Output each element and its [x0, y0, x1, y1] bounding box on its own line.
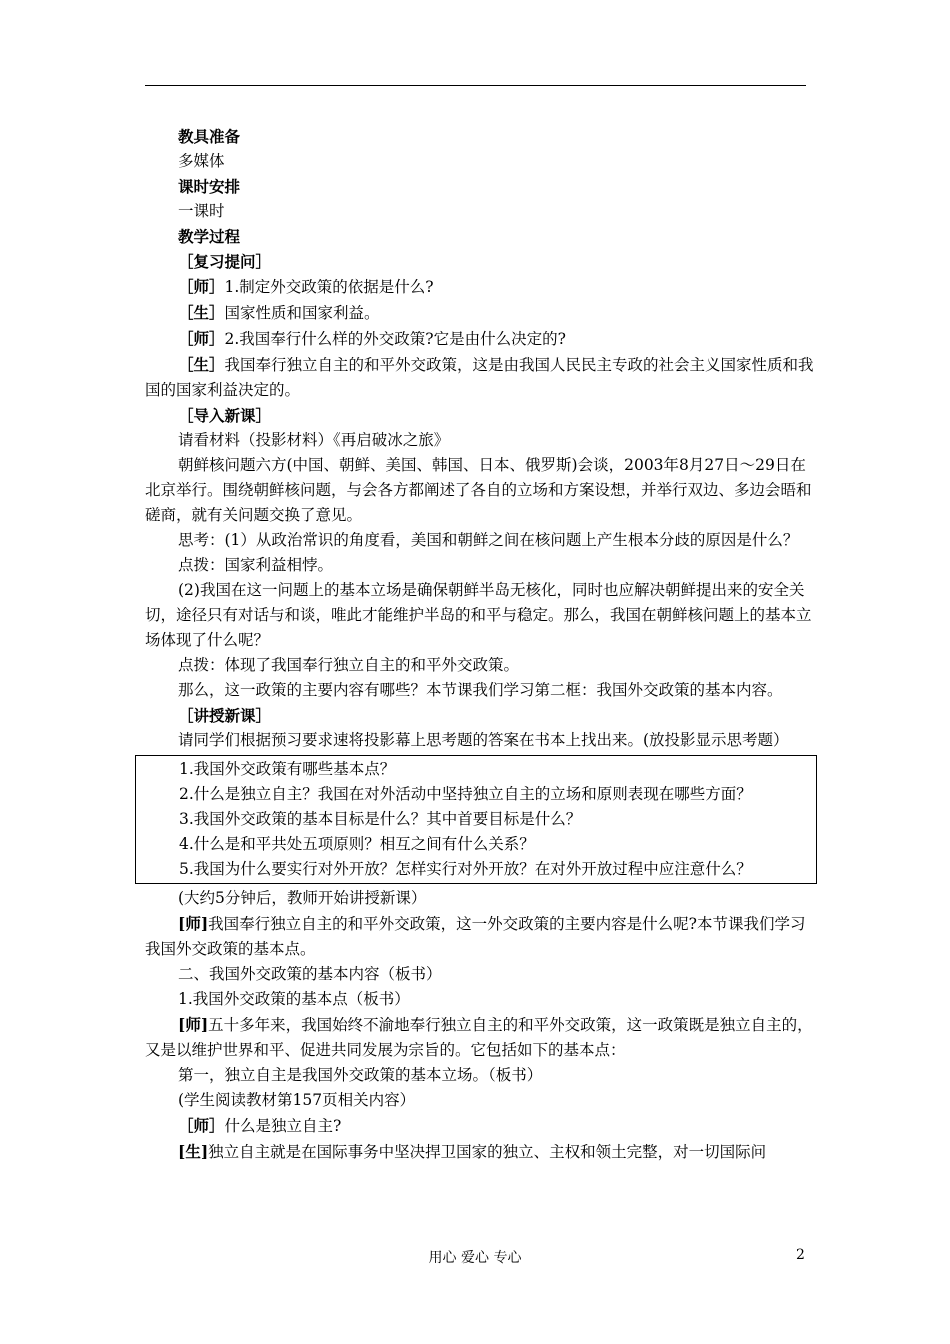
- intro-para1: 朝鲜核问题六方(中国、朝鲜、美国、韩国、日本、俄罗斯)会谈，2003年8月27日～29日在北京举行。围绕朝鲜核问题，与会各方都阐述了各自的立场和方案设想，并举行双边、多边会晤和磋商，就有关问题交换了意见。: [145, 456, 812, 524]
- intro-label: ［导入新课］: [178, 406, 272, 425]
- prep-heading: 教具准备: [178, 127, 241, 146]
- schedule-value: 一课时: [178, 202, 225, 220]
- teacher-statement-2-text: 五十多年来，我国始终不渝地奉行独立自主的和平外交政策，这一政策既是独立自主的，又是以维护世界和平、促进共同发展为宗旨的。它包括如下的基本点：: [145, 1016, 813, 1059]
- teacher-tag: [师]: [178, 1015, 209, 1034]
- review-a1-text: 国家性质和国家利益。: [224, 304, 380, 322]
- subsection-1-heading: 1.我国外交政策的基本点（板书）: [178, 990, 410, 1008]
- question-item: 1.我国外交政策有哪些基本点？: [179, 760, 396, 778]
- student-tag: [生]: [178, 1142, 209, 1161]
- intro-lead: 那么，这一政策的主要内容有哪些？本节课我们学习第二框：我国外交政策的基本内容。: [178, 681, 783, 699]
- student-answer-3: [145, 1139, 817, 1165]
- review-a2: [145, 352, 817, 403]
- teacher-tag: ［师］: [178, 329, 225, 348]
- teacher-question-3-text: 什么是独立自主?: [224, 1117, 342, 1135]
- after-box-note: (大约5分钟后，教师开始讲授新课）: [178, 889, 427, 907]
- question-item: 2.什么是独立自主？我国在对外活动中坚持独立自主的立场和原则表现在哪些方面？: [179, 785, 752, 803]
- teacher-statement-1: [145, 911, 817, 962]
- teacher-tag: [师]: [178, 914, 209, 933]
- teacher-question-3: [145, 1113, 817, 1139]
- teacher-statement-1-text: 我国奉行独立自主的和平外交政策，这一外交政策的主要内容是什么呢?本节课我们学习我国外交政策的基本点。: [145, 915, 806, 958]
- review-a2-text: 我国奉行独立自主的和平外交政策，这是由我国人民民主专政的社会主义国家性质和我国的国家利益决定的。: [145, 356, 814, 399]
- review-q2-text: 2.我国奉行什么样的外交政策?它是由什么决定的?: [224, 330, 566, 348]
- point-first: 第一，独立自主是我国外交政策的基本立场。（板书）: [178, 1066, 543, 1084]
- review-q1-text: 1.制定外交政策的依据是什么?: [224, 278, 434, 296]
- student-answer-3-text: 独立自主就是在国际事务中坚决捍卫国家的独立、主权和领土完整，对一切国际问: [208, 1143, 767, 1161]
- prep-value: 多媒体: [178, 152, 225, 170]
- question-box: [135, 755, 817, 884]
- footer-slogan: 用心 爱心 专心: [428, 1250, 522, 1266]
- schedule-heading: 课时安排: [178, 177, 241, 196]
- teacher-tag: ［师］: [178, 1116, 225, 1135]
- question-item: 4.什么是和平共处五项原则？相互之间有什么关系？: [179, 835, 535, 853]
- review-a1: [145, 300, 817, 326]
- intro-para2: (2)我国在这一问题上的基本立场是确保朝鲜半岛无核化，同时也应解决朝鲜提出来的安全关切，途径只有对话与和谈，唯此才能维护半岛的和平与稳定。那么，我国在朝鲜核问题上的基本立场体现了什么呢？: [145, 581, 812, 649]
- student-tag: ［生］: [178, 303, 225, 322]
- teacher-statement-2: [145, 1012, 817, 1063]
- intro-hint2: 点拨：体现了我国奉行独立自主的和平外交政策。: [178, 656, 520, 674]
- section-2-heading: 二、我国外交政策的基本内容（板书）: [178, 965, 442, 983]
- lecture-label: ［讲授新课］: [178, 706, 272, 725]
- header-rule: [145, 85, 806, 86]
- review-q2: [145, 326, 817, 352]
- document-body: [145, 124, 817, 1165]
- intro-think: 思考：(1）从政治常识的角度看，美国和朝鲜之间在核问题上产生根本分歧的原因是什么？: [178, 531, 799, 549]
- intro-hint1: 点拨：国家利益相悖。: [178, 556, 334, 574]
- question-item: 5.我国为什么要实行对外开放？怎样实行对外开放？在对外开放过程中应注意什么？: [179, 860, 752, 878]
- reading-note: (学生阅读教材第157页相关内容）: [178, 1091, 416, 1109]
- teacher-tag: ［师］: [178, 277, 225, 296]
- student-tag: ［生］: [178, 355, 225, 374]
- intro-material: 请看材料（投影材料）《再启破冰之旅》: [178, 431, 450, 449]
- review-q1: [145, 274, 817, 300]
- review-label: ［复习提问］: [178, 252, 272, 271]
- question-item: 3.我国外交政策的基本目标是什么？其中首要目标是什么？: [179, 810, 582, 828]
- process-heading: 教学过程: [178, 227, 241, 246]
- lecture-instruction: 请同学们根据预习要求速将投影幕上思考题的答案在书本上找出来。(放投影显示思考题）: [178, 731, 789, 749]
- page-number: 2: [796, 1247, 805, 1263]
